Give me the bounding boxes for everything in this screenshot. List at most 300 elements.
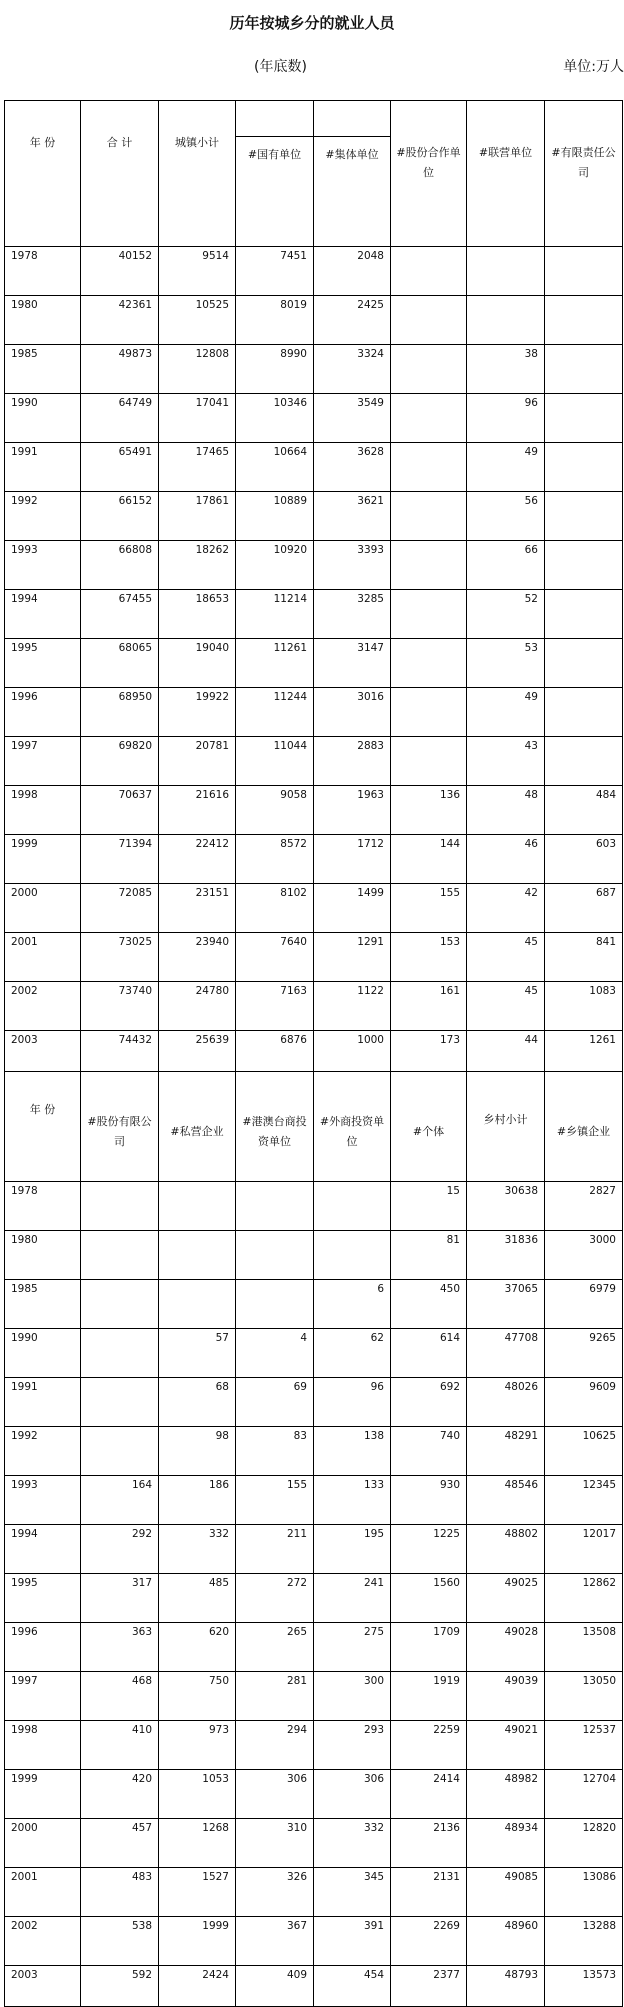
table-row <box>5 541 623 590</box>
table-row <box>5 345 623 394</box>
year-cell: 1993 <box>5 1476 81 1525</box>
year-cell: 1980 <box>5 296 81 345</box>
value-cell: 13288 <box>545 1917 623 1966</box>
value-cell: 83 <box>236 1427 314 1476</box>
table-row <box>5 1721 623 1770</box>
value-cell: 25639 <box>159 1031 236 1072</box>
value-cell: 11244 <box>236 688 314 737</box>
value-cell: 67455 <box>81 590 159 639</box>
value-cell: 750 <box>159 1672 236 1721</box>
value-cell: 3000 <box>545 1231 623 1280</box>
table-row <box>5 933 623 982</box>
value-cell: 136 <box>391 786 467 835</box>
value-cell: 306 <box>314 1770 391 1819</box>
year-cell: 1994 <box>5 590 81 639</box>
value-cell: 164 <box>81 1476 159 1525</box>
year-cell: 2000 <box>5 1819 81 1868</box>
value-cell <box>236 1280 314 1329</box>
value-cell: 10625 <box>545 1427 623 1476</box>
header2-individual: #个体 <box>391 1072 467 1182</box>
value-cell: 155 <box>236 1476 314 1525</box>
year-cell: 1991 <box>5 1378 81 1427</box>
table-row <box>5 394 623 443</box>
value-cell: 6979 <box>545 1280 623 1329</box>
year-cell: 1990 <box>5 1329 81 1378</box>
value-cell: 1712 <box>314 835 391 884</box>
header-joint-owned: #联营单位 <box>467 101 545 247</box>
value-cell: 12704 <box>545 1770 623 1819</box>
header-state-owned: #国有单位 <box>236 137 314 247</box>
value-cell: 1527 <box>159 1868 236 1917</box>
value-cell: 4 <box>236 1329 314 1378</box>
value-cell: 18262 <box>159 541 236 590</box>
value-cell: 48982 <box>467 1770 545 1819</box>
value-cell: 2883 <box>314 737 391 786</box>
value-cell <box>81 1427 159 1476</box>
value-cell: 391 <box>314 1917 391 1966</box>
value-cell: 592 <box>81 1966 159 2007</box>
value-cell: 13508 <box>545 1623 623 1672</box>
value-cell: 1291 <box>314 933 391 982</box>
value-cell: 144 <box>391 835 467 884</box>
value-cell: 45 <box>467 982 545 1031</box>
value-cell: 42361 <box>81 296 159 345</box>
value-cell: 21616 <box>159 786 236 835</box>
value-cell: 272 <box>236 1574 314 1623</box>
value-cell: 484 <box>545 786 623 835</box>
year-cell: 2003 <box>5 1031 81 1072</box>
value-cell: 1000 <box>314 1031 391 1072</box>
value-cell: 367 <box>236 1917 314 1966</box>
value-cell: 12820 <box>545 1819 623 1868</box>
value-cell: 42 <box>467 884 545 933</box>
value-cell: 930 <box>391 1476 467 1525</box>
value-cell: 68065 <box>81 639 159 688</box>
year-cell: 2002 <box>5 982 81 1031</box>
value-cell: 7163 <box>236 982 314 1031</box>
value-cell: 12862 <box>545 1574 623 1623</box>
value-cell: 483 <box>81 1868 159 1917</box>
value-cell: 2269 <box>391 1917 467 1966</box>
value-cell <box>159 1280 236 1329</box>
table-row <box>5 786 623 835</box>
value-cell: 363 <box>81 1623 159 1672</box>
header-urban-subtotal: 城镇小计 <box>159 101 236 247</box>
value-cell <box>391 492 467 541</box>
value-cell <box>391 443 467 492</box>
value-cell: 450 <box>391 1280 467 1329</box>
value-cell: 48 <box>467 786 545 835</box>
value-cell: 7640 <box>236 933 314 982</box>
table-row <box>5 835 623 884</box>
value-cell <box>391 345 467 394</box>
value-cell <box>314 1231 391 1280</box>
value-cell: 345 <box>314 1868 391 1917</box>
value-cell: 2048 <box>314 247 391 296</box>
value-cell: 409 <box>236 1966 314 2007</box>
year-cell: 2001 <box>5 933 81 982</box>
value-cell: 420 <box>81 1770 159 1819</box>
employment-table <box>4 100 623 2007</box>
value-cell: 1268 <box>159 1819 236 1868</box>
year-cell: 1990 <box>5 394 81 443</box>
value-cell: 281 <box>236 1672 314 1721</box>
value-cell: 317 <box>81 1574 159 1623</box>
value-cell: 73740 <box>81 982 159 1031</box>
value-cell: 49085 <box>467 1868 545 1917</box>
value-cell: 454 <box>314 1966 391 2007</box>
value-cell <box>545 688 623 737</box>
value-cell: 72085 <box>81 884 159 933</box>
value-cell: 48793 <box>467 1966 545 2007</box>
value-cell: 138 <box>314 1427 391 1476</box>
value-cell: 410 <box>81 1721 159 1770</box>
value-cell: 49021 <box>467 1721 545 1770</box>
value-cell <box>81 1329 159 1378</box>
value-cell <box>545 737 623 786</box>
value-cell <box>391 639 467 688</box>
value-cell: 211 <box>236 1525 314 1574</box>
value-cell <box>81 1378 159 1427</box>
value-cell: 57 <box>159 1329 236 1378</box>
value-cell: 66808 <box>81 541 159 590</box>
value-cell: 7451 <box>236 247 314 296</box>
value-cell: 49 <box>467 688 545 737</box>
value-cell: 603 <box>545 835 623 884</box>
value-cell: 12537 <box>545 1721 623 1770</box>
value-cell: 306 <box>236 1770 314 1819</box>
value-cell <box>81 1231 159 1280</box>
value-cell: 195 <box>314 1525 391 1574</box>
value-cell: 6876 <box>236 1031 314 1072</box>
year-cell: 1980 <box>5 1231 81 1280</box>
table-row <box>5 1280 623 1329</box>
value-cell: 161 <box>391 982 467 1031</box>
table-row <box>5 590 623 639</box>
value-cell: 2131 <box>391 1868 467 1917</box>
value-cell: 2414 <box>391 1770 467 1819</box>
value-cell <box>545 590 623 639</box>
value-cell: 17465 <box>159 443 236 492</box>
table-row <box>5 1427 623 1476</box>
header-collective: #集体单位 <box>314 137 391 247</box>
value-cell <box>545 541 623 590</box>
value-cell <box>159 1182 236 1231</box>
value-cell: 9514 <box>159 247 236 296</box>
value-cell: 1499 <box>314 884 391 933</box>
value-cell: 48934 <box>467 1819 545 1868</box>
table-row <box>5 1182 623 1231</box>
value-cell <box>391 296 467 345</box>
value-cell: 155 <box>391 884 467 933</box>
value-cell: 48026 <box>467 1378 545 1427</box>
header-blank <box>236 101 314 137</box>
header-llc: #有限责任公司 <box>545 101 623 247</box>
value-cell <box>159 1231 236 1280</box>
table-row <box>5 1031 623 1072</box>
table-row <box>5 982 623 1031</box>
value-cell: 3628 <box>314 443 391 492</box>
value-cell <box>545 639 623 688</box>
value-cell: 9058 <box>236 786 314 835</box>
value-cell <box>545 394 623 443</box>
value-cell <box>545 345 623 394</box>
year-cell: 1992 <box>5 1427 81 1476</box>
value-cell: 3549 <box>314 394 391 443</box>
value-cell: 49028 <box>467 1623 545 1672</box>
value-cell: 10889 <box>236 492 314 541</box>
value-cell: 3147 <box>314 639 391 688</box>
year-cell: 1995 <box>5 639 81 688</box>
value-cell: 468 <box>81 1672 159 1721</box>
value-cell: 49039 <box>467 1672 545 1721</box>
header2-rural-subtotal: 乡村小计 <box>467 1072 545 1182</box>
table-row <box>5 443 623 492</box>
value-cell: 332 <box>159 1525 236 1574</box>
value-cell <box>391 541 467 590</box>
value-cell: 457 <box>81 1819 159 1868</box>
value-cell: 44 <box>467 1031 545 1072</box>
value-cell: 3324 <box>314 345 391 394</box>
value-cell: 9609 <box>545 1378 623 1427</box>
year-cell: 1978 <box>5 247 81 296</box>
value-cell: 1709 <box>391 1623 467 1672</box>
value-cell: 485 <box>159 1574 236 1623</box>
year-cell: 1996 <box>5 1623 81 1672</box>
value-cell <box>545 296 623 345</box>
value-cell: 18653 <box>159 590 236 639</box>
value-cell: 70637 <box>81 786 159 835</box>
value-cell: 43 <box>467 737 545 786</box>
value-cell: 173 <box>391 1031 467 1072</box>
value-cell <box>81 1182 159 1231</box>
value-cell: 71394 <box>81 835 159 884</box>
value-cell: 2136 <box>391 1819 467 1868</box>
value-cell: 1963 <box>314 786 391 835</box>
value-cell <box>391 737 467 786</box>
year-cell: 1995 <box>5 1574 81 1623</box>
value-cell: 30638 <box>467 1182 545 1231</box>
subtitle: (年底数) <box>254 59 307 75</box>
value-cell: 10920 <box>236 541 314 590</box>
value-cell <box>236 1231 314 1280</box>
year-cell: 1992 <box>5 492 81 541</box>
value-cell: 614 <box>391 1329 467 1378</box>
value-cell: 11261 <box>236 639 314 688</box>
value-cell: 740 <box>391 1427 467 1476</box>
header2-private-enterprise: #私营企业 <box>159 1072 236 1182</box>
table-row <box>5 1770 623 1819</box>
value-cell: 17041 <box>159 394 236 443</box>
value-cell: 66 <box>467 541 545 590</box>
value-cell: 294 <box>236 1721 314 1770</box>
value-cell: 49 <box>467 443 545 492</box>
value-cell: 10664 <box>236 443 314 492</box>
header-shareholding-coop: #股份合作单位 <box>391 101 467 247</box>
table-row <box>5 1329 623 1378</box>
value-cell: 332 <box>314 1819 391 1868</box>
value-cell: 12808 <box>159 345 236 394</box>
value-cell <box>545 492 623 541</box>
value-cell: 186 <box>159 1476 236 1525</box>
value-cell: 2259 <box>391 1721 467 1770</box>
value-cell: 153 <box>391 933 467 982</box>
value-cell <box>467 296 545 345</box>
value-cell: 692 <box>391 1378 467 1427</box>
value-cell: 64749 <box>81 394 159 443</box>
value-cell: 13086 <box>545 1868 623 1917</box>
table-row <box>5 1917 623 1966</box>
header-total: 合 计 <box>81 101 159 247</box>
value-cell: 11214 <box>236 590 314 639</box>
year-cell: 2000 <box>5 884 81 933</box>
value-cell: 538 <box>81 1917 159 1966</box>
value-cell: 31836 <box>467 1231 545 1280</box>
year-cell: 1993 <box>5 541 81 590</box>
table-row <box>5 1574 623 1623</box>
value-cell: 2827 <box>545 1182 623 1231</box>
year-cell: 2003 <box>5 1966 81 2007</box>
value-cell: 8102 <box>236 884 314 933</box>
value-cell: 265 <box>236 1623 314 1672</box>
year-cell: 1999 <box>5 1770 81 1819</box>
value-cell: 40152 <box>81 247 159 296</box>
value-cell: 74432 <box>81 1031 159 1072</box>
value-cell: 620 <box>159 1623 236 1672</box>
value-cell: 2377 <box>391 1966 467 2007</box>
value-cell: 12345 <box>545 1476 623 1525</box>
value-cell: 45 <box>467 933 545 982</box>
year-cell: 1998 <box>5 1721 81 1770</box>
value-cell: 69820 <box>81 737 159 786</box>
value-cell: 293 <box>314 1721 391 1770</box>
value-cell: 19040 <box>159 639 236 688</box>
value-cell: 96 <box>467 394 545 443</box>
value-cell: 11044 <box>236 737 314 786</box>
value-cell: 38 <box>467 345 545 394</box>
value-cell: 1122 <box>314 982 391 1031</box>
year-cell: 1994 <box>5 1525 81 1574</box>
value-cell <box>545 247 623 296</box>
value-cell: 133 <box>314 1476 391 1525</box>
table-row <box>5 247 623 296</box>
value-cell <box>236 1182 314 1231</box>
value-cell: 19922 <box>159 688 236 737</box>
value-cell: 96 <box>314 1378 391 1427</box>
year-cell: 1999 <box>5 835 81 884</box>
year-cell: 2001 <box>5 1868 81 1917</box>
value-cell: 68 <box>159 1378 236 1427</box>
value-cell: 1560 <box>391 1574 467 1623</box>
value-cell: 8572 <box>236 835 314 884</box>
value-cell: 6 <box>314 1280 391 1329</box>
value-cell: 1053 <box>159 1770 236 1819</box>
year-cell: 1997 <box>5 1672 81 1721</box>
value-cell <box>391 394 467 443</box>
value-cell: 48960 <box>467 1917 545 1966</box>
table-row <box>5 737 623 786</box>
value-cell: 73025 <box>81 933 159 982</box>
table-row <box>5 1378 623 1427</box>
value-cell: 2425 <box>314 296 391 345</box>
table-row <box>5 1868 623 1917</box>
value-cell: 973 <box>159 1721 236 1770</box>
table-row <box>5 296 623 345</box>
header2-township-enterprise: #乡镇企业 <box>545 1072 623 1182</box>
value-cell: 3285 <box>314 590 391 639</box>
value-cell <box>391 247 467 296</box>
value-cell: 24780 <box>159 982 236 1031</box>
table-row <box>5 639 623 688</box>
value-cell: 23940 <box>159 933 236 982</box>
value-cell: 2424 <box>159 1966 236 2007</box>
header2-hmt-investment: #港澳台商投资单位 <box>236 1072 314 1182</box>
value-cell: 53 <box>467 639 545 688</box>
value-cell: 1083 <box>545 982 623 1031</box>
value-cell: 22412 <box>159 835 236 884</box>
value-cell: 8990 <box>236 345 314 394</box>
header2-foreign-investment: #外商投资单位 <box>314 1072 391 1182</box>
value-cell: 49873 <box>81 345 159 394</box>
header2-year: 年 份 <box>5 1072 81 1182</box>
value-cell: 46 <box>467 835 545 884</box>
value-cell: 841 <box>545 933 623 982</box>
value-cell: 62 <box>314 1329 391 1378</box>
value-cell: 13573 <box>545 1966 623 2007</box>
value-cell <box>545 443 623 492</box>
value-cell: 1919 <box>391 1672 467 1721</box>
value-cell: 3016 <box>314 688 391 737</box>
value-cell: 81 <box>391 1231 467 1280</box>
value-cell <box>467 247 545 296</box>
value-cell: 49025 <box>467 1574 545 1623</box>
header2-stock-company: #股份有限公司 <box>81 1072 159 1182</box>
value-cell: 292 <box>81 1525 159 1574</box>
value-cell: 1261 <box>545 1031 623 1072</box>
value-cell: 66152 <box>81 492 159 541</box>
value-cell: 98 <box>159 1427 236 1476</box>
year-cell: 1991 <box>5 443 81 492</box>
value-cell: 9265 <box>545 1329 623 1378</box>
year-cell: 1998 <box>5 786 81 835</box>
value-cell: 56 <box>467 492 545 541</box>
year-cell: 1997 <box>5 737 81 786</box>
value-cell: 326 <box>236 1868 314 1917</box>
year-cell: 2002 <box>5 1917 81 1966</box>
value-cell: 275 <box>314 1623 391 1672</box>
value-cell <box>81 1280 159 1329</box>
year-cell: 1985 <box>5 345 81 394</box>
value-cell <box>391 688 467 737</box>
table-row <box>5 1966 623 2007</box>
value-cell: 1999 <box>159 1917 236 1966</box>
value-cell: 48291 <box>467 1427 545 1476</box>
value-cell: 10525 <box>159 296 236 345</box>
value-cell: 48802 <box>467 1525 545 1574</box>
value-cell: 310 <box>236 1819 314 1868</box>
value-cell: 10346 <box>236 394 314 443</box>
year-cell: 1978 <box>5 1182 81 1231</box>
value-cell: 37065 <box>467 1280 545 1329</box>
value-cell <box>391 590 467 639</box>
value-cell: 47708 <box>467 1329 545 1378</box>
page-title: 历年按城乡分的就业人员 <box>229 14 395 32</box>
value-cell: 23151 <box>159 884 236 933</box>
value-cell: 68950 <box>81 688 159 737</box>
value-cell: 3621 <box>314 492 391 541</box>
value-cell: 13050 <box>545 1672 623 1721</box>
year-cell: 1985 <box>5 1280 81 1329</box>
